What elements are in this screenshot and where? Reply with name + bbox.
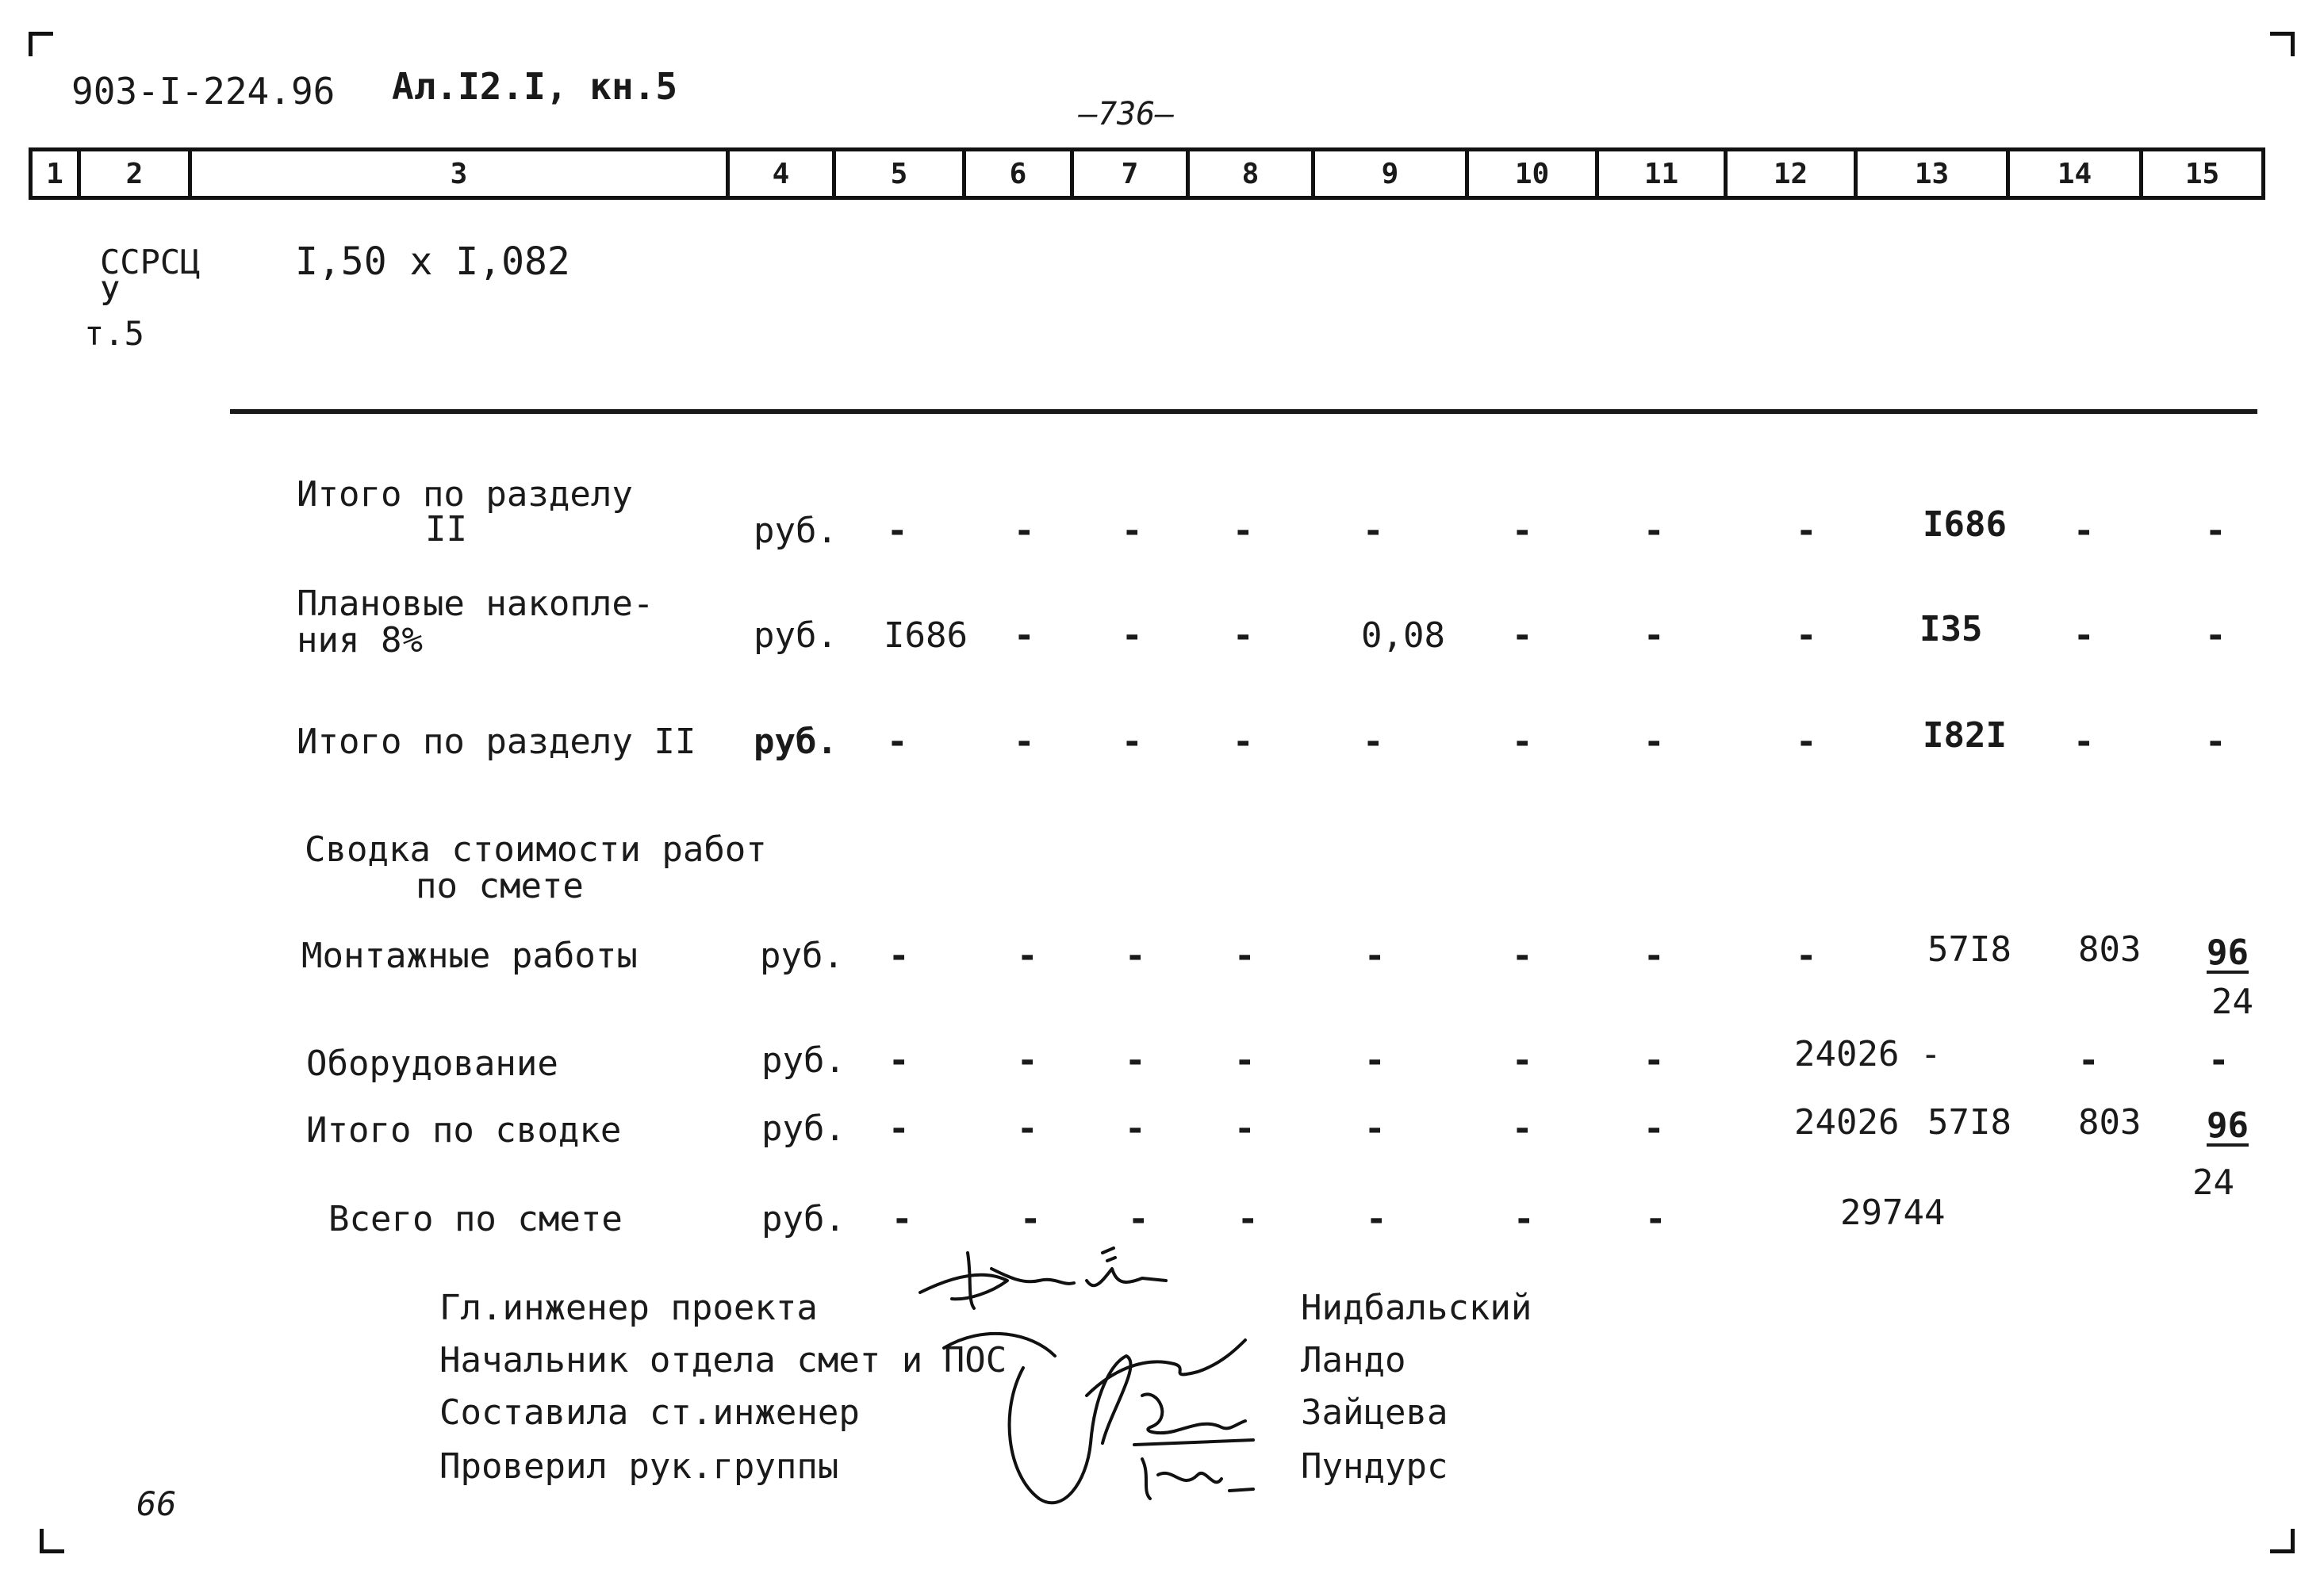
cell: - bbox=[1643, 1040, 1665, 1081]
cell: - bbox=[1364, 1109, 1386, 1149]
col-header: 10 bbox=[1469, 147, 1599, 200]
section-heading: по смете bbox=[416, 866, 584, 906]
unit: руб. bbox=[754, 722, 838, 762]
col-header: 15 bbox=[2143, 147, 2265, 200]
cell: - bbox=[888, 1040, 910, 1081]
cell: I82I bbox=[1923, 715, 2007, 756]
cell: - bbox=[1233, 722, 1254, 762]
column-header-row bbox=[29, 147, 2297, 200]
cell: - bbox=[1234, 1109, 1256, 1149]
cell: - bbox=[887, 511, 908, 551]
cell: - bbox=[1125, 1109, 1146, 1149]
cell: - bbox=[888, 1109, 910, 1149]
unit: руб. bbox=[761, 1109, 846, 1149]
cell: - bbox=[1512, 511, 1533, 551]
fraction-denominator: 24 bbox=[2192, 1162, 2234, 1203]
cell: - bbox=[1014, 615, 1035, 656]
cell: - bbox=[1128, 1199, 1149, 1239]
cell: I35 bbox=[1919, 609, 1983, 649]
row-label: II bbox=[425, 509, 467, 550]
cell: - bbox=[1645, 1199, 1666, 1239]
cell: - bbox=[1364, 936, 1386, 976]
col-header: 5 bbox=[836, 147, 966, 200]
row-label: Оборудование bbox=[306, 1043, 558, 1084]
cell: - bbox=[888, 936, 910, 976]
formula: I,50 x I,082 bbox=[295, 239, 570, 284]
col-header: 3 bbox=[192, 147, 730, 200]
doc-code: 903-I-224.96 bbox=[71, 70, 336, 113]
cell: - bbox=[1125, 936, 1146, 976]
sheet-mark: 66 bbox=[136, 1484, 177, 1523]
fraction-numerator: 96 bbox=[2207, 932, 2249, 973]
row-label: Монтажные работы bbox=[301, 936, 638, 976]
unit: руб. bbox=[761, 1040, 846, 1081]
cell: - bbox=[1233, 511, 1254, 551]
cell: - bbox=[1234, 936, 1256, 976]
unit: руб. bbox=[754, 511, 838, 551]
corner-mark-bottom-left bbox=[40, 1529, 64, 1553]
cell: - bbox=[1643, 722, 1665, 762]
cell: - bbox=[1237, 1199, 1259, 1239]
handwritten-signatures bbox=[904, 1237, 1348, 1522]
ref-line: У bbox=[100, 274, 121, 313]
cell: - bbox=[1512, 722, 1533, 762]
section-heading: Сводка стоимости работ bbox=[305, 829, 767, 870]
cell: - bbox=[1512, 615, 1533, 656]
cell: 24026 bbox=[1794, 1102, 1900, 1143]
cell: - bbox=[1122, 615, 1143, 656]
cell: - bbox=[1512, 1109, 1533, 1149]
corner-mark-top-right bbox=[2270, 32, 2295, 56]
signature-role: Гл.инженер проекта bbox=[439, 1288, 818, 1328]
cell: - bbox=[2205, 615, 2226, 656]
unit: руб. bbox=[760, 936, 844, 976]
cell: - bbox=[1796, 722, 1817, 762]
signature-role: Начальник отдела смет и ПОС bbox=[439, 1340, 1007, 1380]
row-label: Всего по смете bbox=[328, 1199, 623, 1239]
cell: 803 bbox=[2078, 929, 2142, 970]
album-ref: Ал.I2.I, кн.5 bbox=[392, 65, 678, 108]
cell: - bbox=[1513, 1199, 1535, 1239]
unit: руб. bbox=[761, 1199, 846, 1239]
corner-mark-bottom-right bbox=[2270, 1529, 2295, 1553]
section-divider bbox=[230, 409, 2257, 414]
col-header: 4 bbox=[730, 147, 836, 200]
cell: - bbox=[1014, 722, 1035, 762]
cell: - bbox=[892, 1199, 913, 1239]
col-header: 6 bbox=[966, 147, 1074, 200]
col-header: 11 bbox=[1599, 147, 1728, 200]
signature-name: Зайцева bbox=[1301, 1392, 1448, 1433]
cell: - bbox=[1512, 1040, 1533, 1081]
cell: 24026 - bbox=[1794, 1034, 1942, 1074]
col-header: 14 bbox=[2010, 147, 2143, 200]
cell: 57I8 bbox=[1927, 929, 2011, 970]
signature-role: Проверил рук.группы bbox=[439, 1446, 839, 1487]
cell: - bbox=[2205, 722, 2226, 762]
cell: - bbox=[1796, 511, 1817, 551]
row-label: Итого по сводке bbox=[306, 1110, 622, 1151]
cell: - bbox=[2205, 511, 2226, 551]
signature-name: Нидбальский bbox=[1301, 1288, 1532, 1328]
row-label: Итого по разделу II bbox=[297, 722, 696, 762]
cell: - bbox=[1363, 511, 1384, 551]
cell: - bbox=[887, 722, 908, 762]
cell: - bbox=[1020, 1199, 1041, 1239]
fraction-numerator: 96 bbox=[2207, 1105, 2249, 1146]
col-header: 7 bbox=[1074, 147, 1190, 200]
col-header: 12 bbox=[1728, 147, 1858, 200]
cell: I686 bbox=[884, 615, 968, 656]
cell: - bbox=[1643, 511, 1665, 551]
cell: - bbox=[1364, 1040, 1386, 1081]
signature-name: Ландо bbox=[1301, 1340, 1406, 1380]
cell: - bbox=[1643, 1109, 1665, 1149]
row-label: ния 8% bbox=[297, 620, 423, 661]
signature-name: Пундурс bbox=[1301, 1446, 1448, 1487]
page-number: —736— bbox=[1079, 96, 1175, 132]
cell: - bbox=[1122, 722, 1143, 762]
cell: - bbox=[2073, 722, 2095, 762]
row-label: Итого по разделу bbox=[297, 474, 633, 515]
cell: - bbox=[2078, 1040, 2100, 1081]
signature-role: Составила ст.инженер bbox=[439, 1392, 860, 1433]
cell: - bbox=[1366, 1199, 1387, 1239]
col-header: 8 bbox=[1190, 147, 1315, 200]
col-header: 9 bbox=[1315, 147, 1469, 200]
cell: 803 bbox=[2078, 1102, 2142, 1143]
cell: 57I8 bbox=[1927, 1102, 2011, 1143]
cell: - bbox=[1796, 615, 1817, 656]
cell: - bbox=[1017, 1109, 1038, 1149]
cell: 0,08 bbox=[1361, 615, 1445, 656]
cell: - bbox=[1125, 1040, 1146, 1081]
cell: - bbox=[1017, 936, 1038, 976]
cell: - bbox=[2073, 511, 2095, 551]
unit: руб. bbox=[754, 615, 838, 656]
cell: - bbox=[1234, 1040, 1256, 1081]
ref-line: ССРСЦ bbox=[100, 243, 201, 281]
cell: 29744 bbox=[1840, 1193, 1946, 1233]
cell: - bbox=[1122, 511, 1143, 551]
col-header: 13 bbox=[1858, 147, 2010, 200]
cell: - bbox=[1643, 936, 1665, 976]
fraction-denominator: 24 bbox=[2211, 982, 2253, 1022]
cell: - bbox=[1512, 936, 1533, 976]
cell: - bbox=[1014, 511, 1035, 551]
cell: - bbox=[1017, 1040, 1038, 1081]
row-label: Плановые накопле- bbox=[297, 584, 654, 624]
col-header: 1 bbox=[29, 147, 81, 200]
cell: - bbox=[1643, 615, 1665, 656]
cell: - bbox=[2208, 1040, 2230, 1081]
cell: - bbox=[1363, 722, 1384, 762]
cell: - bbox=[1233, 615, 1254, 656]
col-header: 2 bbox=[81, 147, 192, 200]
corner-mark-top-left bbox=[29, 32, 53, 56]
ref-line: т.5 bbox=[84, 314, 144, 353]
cell: - bbox=[1796, 936, 1817, 976]
cell: - bbox=[2073, 615, 2095, 656]
cell: I686 bbox=[1923, 504, 2007, 545]
